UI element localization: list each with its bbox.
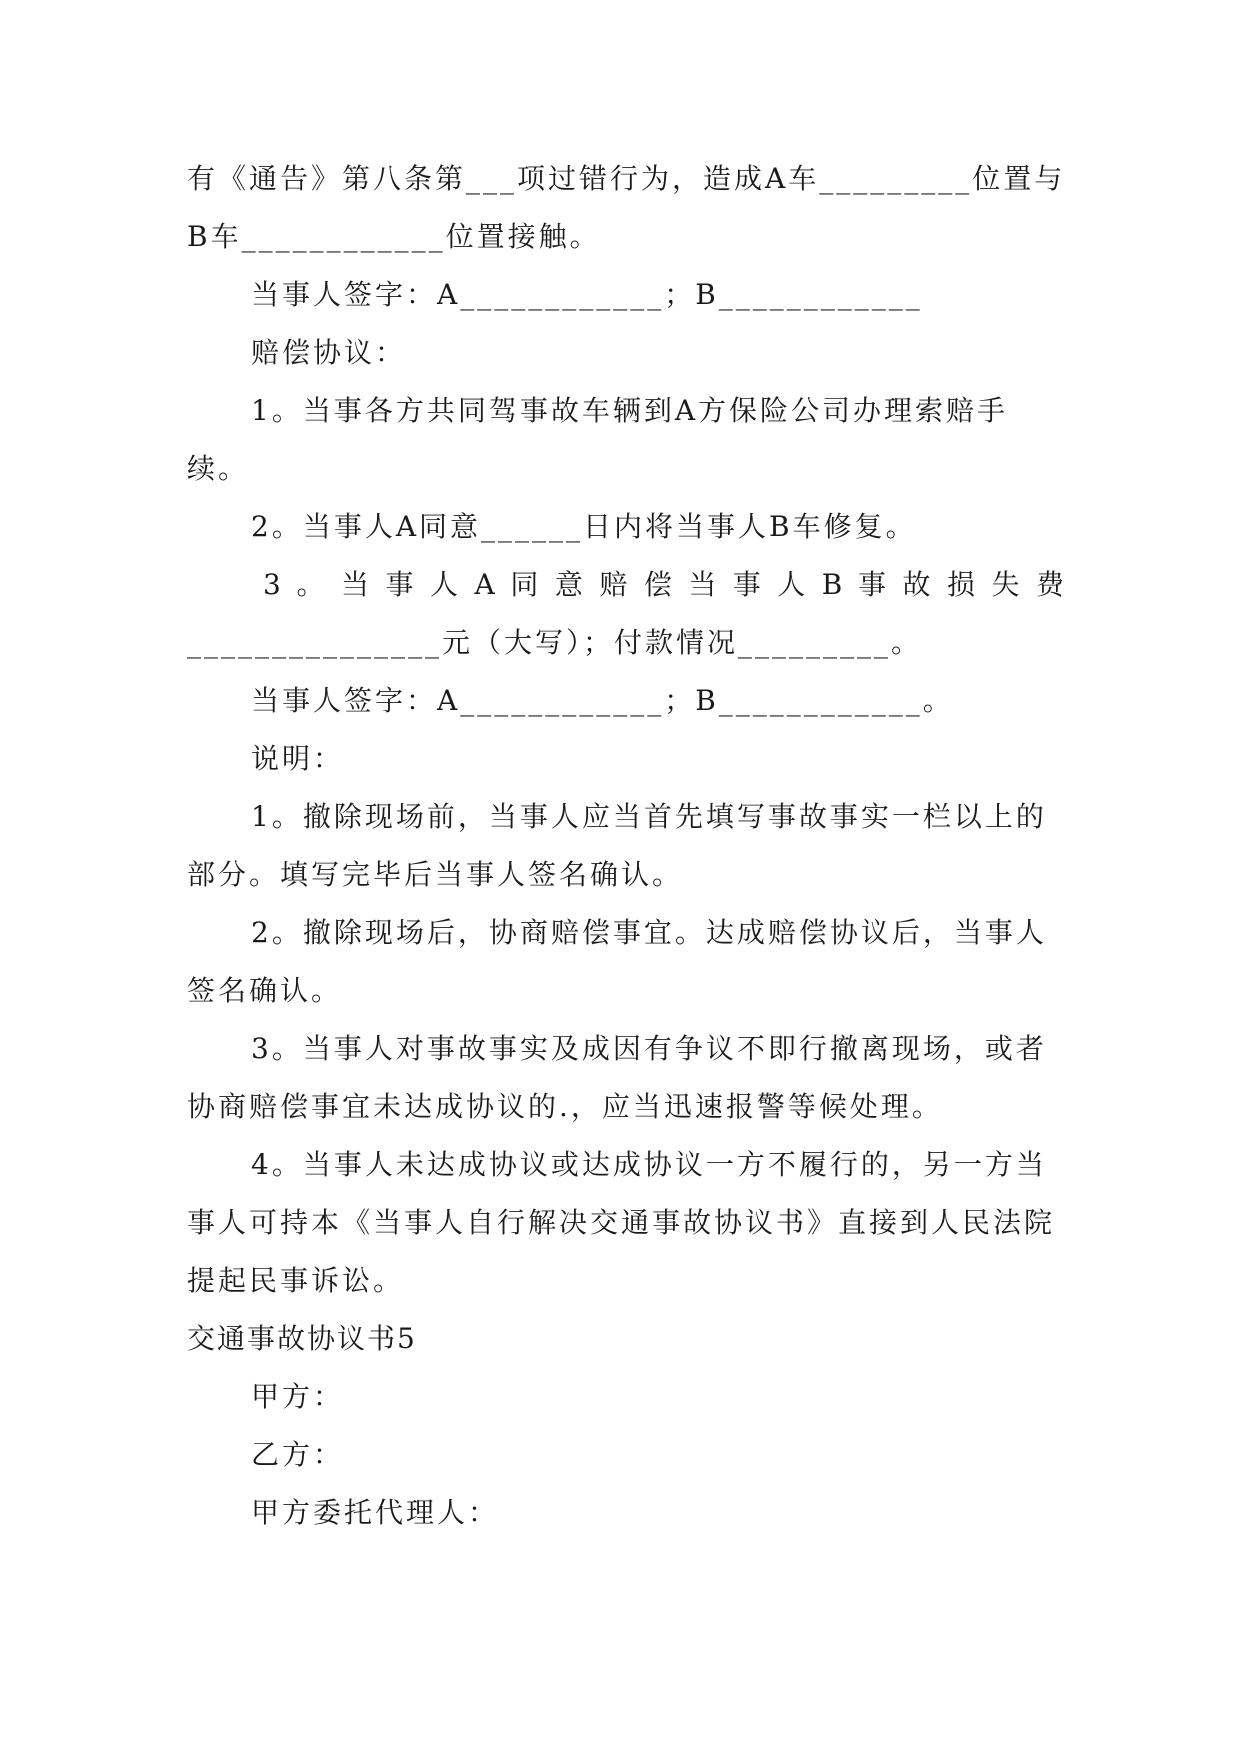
paragraph-fault-clause: 有《通告》第八条第___项过错行为，造成A车_________位置与B车____________位置接触。 bbox=[187, 162, 1066, 253]
section-title: 交通事故协议书5 bbox=[187, 1322, 417, 1355]
paragraph-notes-heading: 说明： bbox=[251, 742, 345, 775]
paragraph-note-1: 1。撤除现场前，当事人应当首先填写事故事实一栏以上的部分。填写完毕后当事人签名确认。 bbox=[187, 800, 1047, 891]
paragraph-compensation-3-line1: 3 。 当 事 人 A 同 意 赔 偿 当 事 人 B 事 故 损 失 费 bbox=[263, 568, 1067, 601]
paragraph-compensation-heading: 赔偿协议： bbox=[251, 336, 407, 369]
paragraph-note-2: 2。撤除现场后，协商赔偿事宜。达成赔偿协议后，当事人签名确认。 bbox=[187, 916, 1047, 1007]
paragraph-signature-2: 当事人签字：A____________；B____________。 bbox=[251, 684, 954, 717]
document-body bbox=[187, 150, 1067, 1542]
field-party-a: 甲方： bbox=[251, 1380, 345, 1413]
paragraph-note-4: 4。当事人未达成协议或达成协议一方不履行的，另一方当事人可持本《当事人自行解决交通事故协议书》直接到人民法院提起民事诉讼。 bbox=[187, 1148, 1056, 1297]
paragraph-compensation-2: 2。当事人A同意______日内将当事人B车修复。 bbox=[251, 510, 917, 543]
field-party-a-agent: 甲方委托代理人： bbox=[251, 1496, 500, 1529]
paragraph-note-3: 3。当事人对事故事实及成因有争议不即行撤离现场，或者协商赔偿事宜未达成协议的.，应当迅速报警等候处理。 bbox=[187, 1032, 1047, 1123]
paragraph-compensation-3-line2: _______________元（大写）；付款情况_________。 bbox=[187, 626, 923, 659]
paragraph-signature-1: 当事人签字：A____________；B____________ bbox=[251, 278, 923, 311]
field-party-b: 乙方： bbox=[251, 1438, 345, 1471]
paragraph-compensation-1: 1。当事各方共同驾事故车辆到A方保险公司办理索赔手续。 bbox=[187, 394, 1009, 485]
